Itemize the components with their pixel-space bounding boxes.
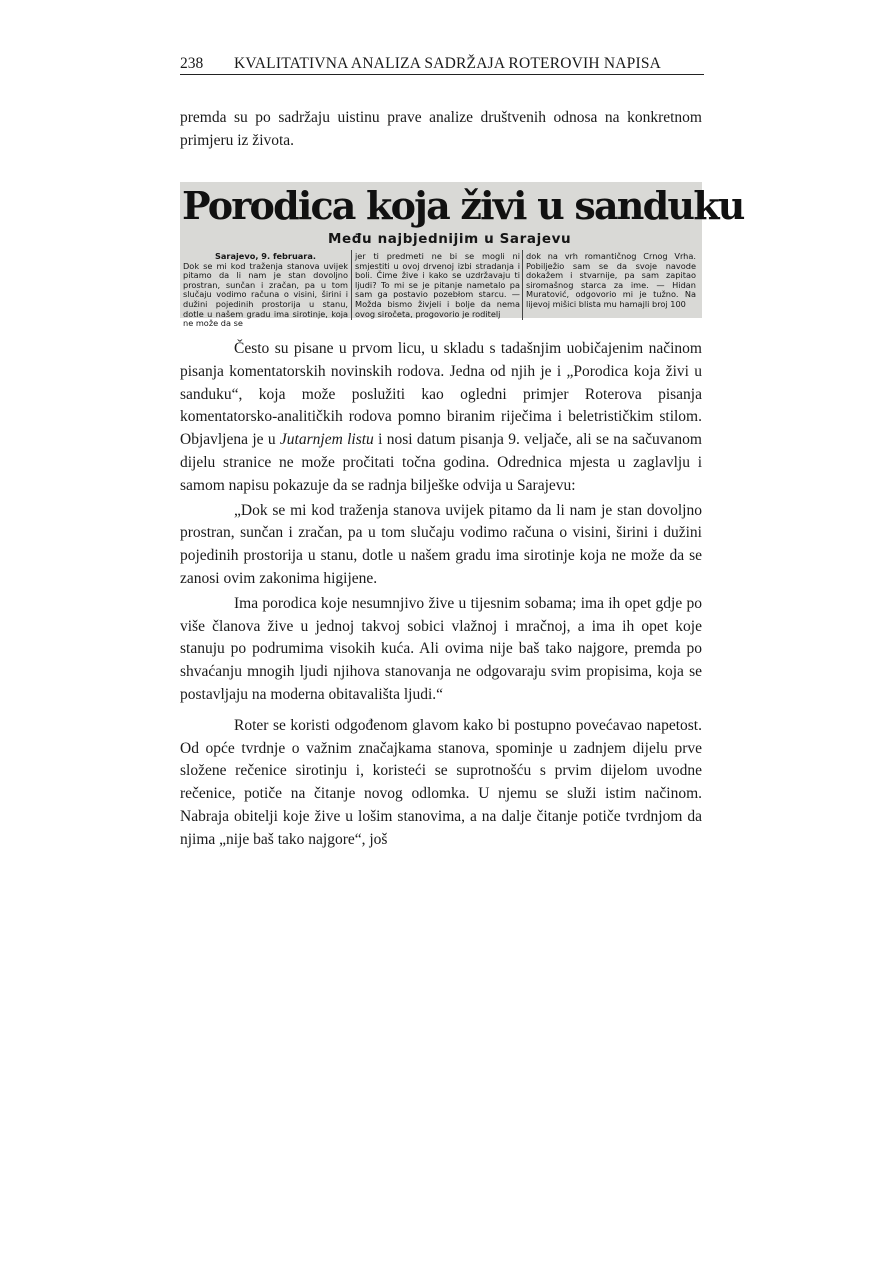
clipping-subheadline: Među najbjednijim u Sarajevu [328,231,572,247]
clipping-headline: Porodica koja živi u sanduku [182,183,744,228]
column-divider [351,250,352,320]
paragraph-1 [180,338,702,498]
intro-text [180,107,702,153]
paragraph-1-end: i nosi datum pisanja 9. veljače, ali se na sačuvanom dijelu stranice ne može pročitati točna godina. Odrednica mjesta u zaglavlju i samom napisu pokazuje da se radnja bilješke odvija u Sarajevu: [180,431,702,494]
clipping-dateline: Sarajevo, 9. februara. [215,251,316,261]
running-header [180,52,704,75]
clipping-column-2 [355,252,520,319]
quote-paragraph-1: „Dok se mi kod traženja stanova uvijek pitamo da li nam je stan dovoljno prostran, sunčan i zračan, pa u tom slučaju vodimo računa o visini, širini i dužini pojedinih prostorija u stanu, dotle u našem gradu ima sirotinje koja ne može da se zanosi ovim zakonima higijene. [180,501,702,587]
clipping-column-3-text: dok na vrh romantičnog Crnog Vrha. Pobilježio sam se da svoje navode dokažem i stvarnije, pa sam zapitao siromašnog starca za ime. — Hidan Muratović, odgovorio mi je tužno. Na lijevoj mišici blista mu hamajli broj 100 [526,251,696,309]
paragraph-1-start: Često su pisane u prvom licu, u skladu s tadašnjim uobičajenim načinom pisanja komentatorskih novinskih rodova. Jedna od njih je i „Porodica koja živi u sanduku“, koja može poslužiti kao ogledni primjer Roterova pisanja komentatorsko-analitičkih rodova pomno biranim riječima i beletrističkim stilom. Objavljena je u [180,340,702,449]
intro-paragraph: premda su po sadržaju uistinu prave analize društvenih odnosa na konkretnom primjeru iz života. [180,109,702,149]
clipping-column-1-text: Dok se mi kod traženja stanova uvijek pitamo da li nam je stan dovoljno prostran, sunčan i zračan, pa u tom slučaju vodimo računa o visini, širini i dužini pojedinih prostorija u stanu, dotle u našem gradu ima sirotinje, koja ne može da se [183,260,348,329]
clipping-column-1 [183,252,348,329]
running-title: KVALITATIVNA ANALIZA SADRŽAJA ROTEROVIH NAPISA [234,55,662,72]
newspaper-clipping [180,182,744,329]
body-text [180,338,702,852]
column-divider [522,250,523,320]
quote-paragraph-2: Ima porodica koje nesumnjivo žive u tijesnim sobama; ima ih opet gdje po više članova žive u jednoj takvoj sobici vlažnoj i mračnoj, a ima ih opet koje stanuju po podrumima visokih kuća. Ali ovima nije baš tako najgore, premda po shvaćanju mnogih ljudi njihova stanovanja ne odgovaraju svim propisima, koja se postavljaju na moderna obitavališta ljudi.“ [180,594,702,703]
newspaper-title: Jutarnjem listu [279,431,374,449]
page-number: 238 [180,55,204,72]
clipping-column-3 [526,252,696,310]
clipping-column-2-text: jer ti predmeti ne bi se mogli ni smjestiti u ovoj drvenoj izbi stradanja i boli. Čime žive i kako se uzdržavaju ti ljudi? To mi se je pitanje nametalo pa sam ga postavio pozebłom starcu. — Možda bismo živjeli i bolje da nema ovog siročeta, progovorio je roditelj [355,251,520,319]
paragraph-2: Roter se koristi odgođenom glavom kako bi postupno povećavao napetost. Od opće tvrdnje o važnim značajkama stanova, spominje u zadnjem dijelu prve složene rečenice sirotinju i, koristeći se suprotnošću s prvim dijelom uvodne rečenice, potiče na čitanje novog odlomka. U njemu se služi istim načinom. Nabraja obitelji koje žive u lošim stanovima, a na dalje čitanje potiče tvrdnjom da njima „nije baš tako najgore“, još [180,716,702,848]
